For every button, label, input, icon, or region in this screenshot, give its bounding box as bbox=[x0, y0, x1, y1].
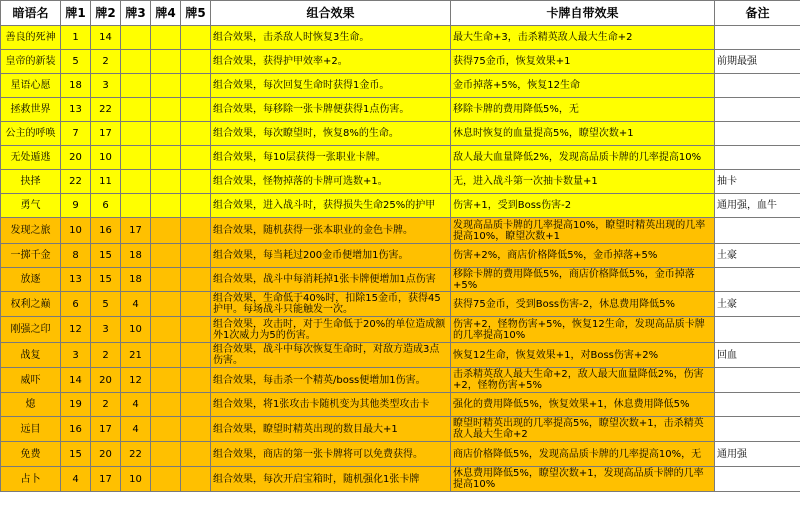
table-row bbox=[1, 146, 800, 170]
row-card1: 7 bbox=[61, 122, 91, 146]
row-card2: 16 bbox=[91, 218, 121, 244]
row-card-effect: 伤害+1，受到Boss伤害-2 bbox=[451, 194, 715, 218]
row-name: 公主的呼唤 bbox=[1, 122, 61, 146]
row-note bbox=[715, 317, 800, 343]
row-card4 bbox=[151, 292, 181, 317]
row-name: 威吓 bbox=[1, 368, 61, 393]
row-card1: 20 bbox=[61, 146, 91, 170]
row-card3: 22 bbox=[121, 442, 151, 467]
row-note bbox=[715, 268, 800, 292]
row-card1: 18 bbox=[61, 74, 91, 98]
header-name: 暗语名 bbox=[1, 1, 61, 26]
row-note bbox=[715, 218, 800, 244]
row-combo-effect: 组合效果，获得护甲效率+2。 bbox=[211, 50, 451, 74]
row-card3 bbox=[121, 194, 151, 218]
row-card3: 17 bbox=[121, 218, 151, 244]
row-combo-effect: 组合效果，随机获得一张本职业的金色卡牌。 bbox=[211, 218, 451, 244]
row-combo-effect: 组合效果，将1张攻击卡随机变为其他类型攻击卡 bbox=[211, 393, 451, 417]
table-row bbox=[1, 74, 800, 98]
row-card2: 17 bbox=[91, 122, 121, 146]
table-row bbox=[1, 417, 800, 442]
row-card1: 19 bbox=[61, 393, 91, 417]
row-combo-effect: 组合效果，生命低于40%时，扣除15金币，获得45护甲。每场战斗只能触发一次。 bbox=[211, 292, 451, 317]
row-card4 bbox=[151, 442, 181, 467]
row-name: 善良的死神 bbox=[1, 26, 61, 50]
row-card2: 11 bbox=[91, 170, 121, 194]
row-card1: 13 bbox=[61, 98, 91, 122]
row-combo-effect: 组合效果，商店的第一张卡牌将可以免费获得。 bbox=[211, 442, 451, 467]
row-card4 bbox=[151, 194, 181, 218]
row-card3: 10 bbox=[121, 317, 151, 343]
row-card2: 10 bbox=[91, 146, 121, 170]
row-card4 bbox=[151, 467, 181, 492]
row-card5 bbox=[181, 122, 211, 146]
row-card5 bbox=[181, 467, 211, 492]
row-card2: 3 bbox=[91, 317, 121, 343]
header-row bbox=[1, 1, 800, 26]
header-card5: 牌5 bbox=[181, 1, 211, 26]
row-card2: 20 bbox=[91, 368, 121, 393]
row-card4 bbox=[151, 268, 181, 292]
row-card5 bbox=[181, 170, 211, 194]
row-card1: 10 bbox=[61, 218, 91, 244]
row-card1: 16 bbox=[61, 417, 91, 442]
table-row bbox=[1, 26, 800, 50]
row-card2: 2 bbox=[91, 343, 121, 368]
row-name: 放逐 bbox=[1, 268, 61, 292]
row-card3 bbox=[121, 98, 151, 122]
row-name: 星语心愿 bbox=[1, 74, 61, 98]
row-card1: 8 bbox=[61, 244, 91, 268]
row-name: 刚强之印 bbox=[1, 317, 61, 343]
row-card1: 9 bbox=[61, 194, 91, 218]
row-card5 bbox=[181, 244, 211, 268]
row-card2: 15 bbox=[91, 268, 121, 292]
row-card1: 4 bbox=[61, 467, 91, 492]
row-combo-effect: 组合效果，瞭望时精英出现的数目最大+1 bbox=[211, 417, 451, 442]
row-card4 bbox=[151, 244, 181, 268]
row-card1: 12 bbox=[61, 317, 91, 343]
header-combo: 组合效果 bbox=[211, 1, 451, 26]
row-combo-effect: 组合效果，每次回复生命时获得1金币。 bbox=[211, 74, 451, 98]
row-card4 bbox=[151, 368, 181, 393]
row-card4 bbox=[151, 50, 181, 74]
row-name: 权利之巅 bbox=[1, 292, 61, 317]
row-card-effect: 强化的费用降低5%，恢复效果+1，休息费用降低5% bbox=[451, 393, 715, 417]
row-card2: 15 bbox=[91, 244, 121, 268]
row-card-effect: 发现高品质卡牌的几率提高10%，瞭望时精英出现的几率提高10%，瞭望次数+1 bbox=[451, 218, 715, 244]
row-note: 抽卡 bbox=[715, 170, 800, 194]
row-card5 bbox=[181, 98, 211, 122]
row-card3 bbox=[121, 170, 151, 194]
table-body bbox=[1, 26, 800, 492]
row-combo-effect: 组合效果，每次开启宝箱时，随机强化1张卡牌 bbox=[211, 467, 451, 492]
row-card4 bbox=[151, 218, 181, 244]
row-note bbox=[715, 74, 800, 98]
row-card2: 22 bbox=[91, 98, 121, 122]
header-card-effect: 卡牌自带效果 bbox=[451, 1, 715, 26]
row-card-effect: 商店价格降低5%，发现高品质卡牌的几率提高10%，无 bbox=[451, 442, 715, 467]
row-card5 bbox=[181, 417, 211, 442]
row-note bbox=[715, 393, 800, 417]
row-card2: 2 bbox=[91, 50, 121, 74]
table-row bbox=[1, 244, 800, 268]
header-card2: 牌2 bbox=[91, 1, 121, 26]
row-combo-effect: 组合效果，每次瞭望时，恢复8%的生命。 bbox=[211, 122, 451, 146]
row-name: 拯救世界 bbox=[1, 98, 61, 122]
row-card-effect: 瞭望时精英出现的几率提高5%，瞭望次数+1，击杀精英敌人最大生命+2 bbox=[451, 417, 715, 442]
table-row bbox=[1, 170, 800, 194]
row-name: 占卜 bbox=[1, 467, 61, 492]
row-card4 bbox=[151, 317, 181, 343]
row-card3: 18 bbox=[121, 244, 151, 268]
row-card3 bbox=[121, 146, 151, 170]
row-card-effect: 伤害+2%，商店价格降低5%，金币掉落+5% bbox=[451, 244, 715, 268]
row-card5 bbox=[181, 442, 211, 467]
table-row bbox=[1, 317, 800, 343]
row-card4 bbox=[151, 74, 181, 98]
row-card-effect: 无，进入战斗第一次抽卡数量+1 bbox=[451, 170, 715, 194]
header-card3: 牌3 bbox=[121, 1, 151, 26]
row-card2: 14 bbox=[91, 26, 121, 50]
row-card3 bbox=[121, 26, 151, 50]
row-card3 bbox=[121, 74, 151, 98]
row-combo-effect: 组合效果，怪物掉落的卡牌可选数+1。 bbox=[211, 170, 451, 194]
row-name: 熄 bbox=[1, 393, 61, 417]
row-card5 bbox=[181, 368, 211, 393]
table-row bbox=[1, 50, 800, 74]
row-card1: 15 bbox=[61, 442, 91, 467]
row-card-effect: 获得75金币，恢复效果+1 bbox=[451, 50, 715, 74]
row-name: 一掷千金 bbox=[1, 244, 61, 268]
row-card2: 6 bbox=[91, 194, 121, 218]
row-combo-effect: 组合效果，每10层获得一张职业卡牌。 bbox=[211, 146, 451, 170]
row-note: 土豪 bbox=[715, 244, 800, 268]
row-card3 bbox=[121, 50, 151, 74]
row-card5 bbox=[181, 50, 211, 74]
row-name: 免费 bbox=[1, 442, 61, 467]
row-card4 bbox=[151, 417, 181, 442]
table-row bbox=[1, 268, 800, 292]
row-card3: 10 bbox=[121, 467, 151, 492]
row-combo-effect: 组合效果，击杀敌人时恢复3生命。 bbox=[211, 26, 451, 50]
row-card5 bbox=[181, 393, 211, 417]
row-card1: 1 bbox=[61, 26, 91, 50]
row-card5 bbox=[181, 268, 211, 292]
table-row bbox=[1, 122, 800, 146]
row-card3: 4 bbox=[121, 417, 151, 442]
row-note bbox=[715, 26, 800, 50]
table-row bbox=[1, 442, 800, 467]
row-card3: 4 bbox=[121, 292, 151, 317]
table-row bbox=[1, 343, 800, 368]
row-note: 通用强，血牛 bbox=[715, 194, 800, 218]
row-note bbox=[715, 146, 800, 170]
row-card-effect: 休息费用降低5%，瞭望次数+1，发现高品质卡牌的几率提高10% bbox=[451, 467, 715, 492]
row-card1: 22 bbox=[61, 170, 91, 194]
row-card5 bbox=[181, 74, 211, 98]
row-combo-effect: 组合效果，进入战斗时，获得损失生命25%的护甲 bbox=[211, 194, 451, 218]
table-row bbox=[1, 194, 800, 218]
row-name: 远目 bbox=[1, 417, 61, 442]
row-card1: 3 bbox=[61, 343, 91, 368]
row-card3: 18 bbox=[121, 268, 151, 292]
table-row bbox=[1, 98, 800, 122]
row-combo-effect: 组合效果，攻击时，对于生命低于20%的单位造成额外1次威力为5的伤害。 bbox=[211, 317, 451, 343]
row-card4 bbox=[151, 146, 181, 170]
row-card-effect: 移除卡牌的费用降低5%，无 bbox=[451, 98, 715, 122]
row-card4 bbox=[151, 393, 181, 417]
row-card4 bbox=[151, 170, 181, 194]
row-card-effect: 击杀精英敌人最大生命+2，敌人最大血量降低2%，伤害+2，怪物伤害+5% bbox=[451, 368, 715, 393]
row-card1: 13 bbox=[61, 268, 91, 292]
row-name: 皇帝的新装 bbox=[1, 50, 61, 74]
row-card-effect: 休息时恢复的血量提高5%，瞭望次数+1 bbox=[451, 122, 715, 146]
table-row bbox=[1, 393, 800, 417]
row-note: 通用强 bbox=[715, 442, 800, 467]
row-card-effect: 敌人最大血量降低2%，发现高品质卡牌的几率提高10% bbox=[451, 146, 715, 170]
row-card2: 20 bbox=[91, 442, 121, 467]
row-name: 战复 bbox=[1, 343, 61, 368]
row-card3: 4 bbox=[121, 393, 151, 417]
row-card5 bbox=[181, 146, 211, 170]
row-card4 bbox=[151, 98, 181, 122]
table-row bbox=[1, 368, 800, 393]
row-card-effect: 恢复12生命，恢复效果+1，对Boss伤害+2% bbox=[451, 343, 715, 368]
row-card5 bbox=[181, 343, 211, 368]
row-combo-effect: 组合效果，战斗中每消耗掉1张卡牌便增加1点伤害 bbox=[211, 268, 451, 292]
row-card4 bbox=[151, 26, 181, 50]
row-combo-effect: 组合效果，每移除一张卡牌便获得1点伤害。 bbox=[211, 98, 451, 122]
row-name: 无处遁逃 bbox=[1, 146, 61, 170]
row-note: 土豪 bbox=[715, 292, 800, 317]
row-card3: 12 bbox=[121, 368, 151, 393]
row-name: 勇气 bbox=[1, 194, 61, 218]
row-note bbox=[715, 98, 800, 122]
header-note: 备注 bbox=[715, 1, 800, 26]
row-note bbox=[715, 368, 800, 393]
row-card-effect: 获得75金币，受到Boss伤害-2，休息费用降低5% bbox=[451, 292, 715, 317]
row-note: 前期最强 bbox=[715, 50, 800, 74]
row-card4 bbox=[151, 343, 181, 368]
row-card2: 2 bbox=[91, 393, 121, 417]
row-card-effect: 移除卡牌的费用降低5%，商店价格降低5%，金币掉落+5% bbox=[451, 268, 715, 292]
row-combo-effect: 组合效果，每当耗过200金币便增加1伤害。 bbox=[211, 244, 451, 268]
row-card5 bbox=[181, 218, 211, 244]
row-name: 发现之旅 bbox=[1, 218, 61, 244]
row-card2: 17 bbox=[91, 417, 121, 442]
row-card1: 5 bbox=[61, 50, 91, 74]
row-name: 抉择 bbox=[1, 170, 61, 194]
row-card5 bbox=[181, 292, 211, 317]
row-card-effect: 金币掉落+5%，恢复12生命 bbox=[451, 74, 715, 98]
row-card2: 3 bbox=[91, 74, 121, 98]
row-card-effect: 伤害+2，怪物伤害+5%，恢复12生命，发现高品质卡牌的几率提高10% bbox=[451, 317, 715, 343]
table-row bbox=[1, 467, 800, 492]
row-card3: 21 bbox=[121, 343, 151, 368]
table-row bbox=[1, 218, 800, 244]
table-row bbox=[1, 292, 800, 317]
row-card-effect: 最大生命+3，击杀精英敌人最大生命+2 bbox=[451, 26, 715, 50]
row-card5 bbox=[181, 26, 211, 50]
row-note bbox=[715, 122, 800, 146]
row-card4 bbox=[151, 122, 181, 146]
row-card2: 17 bbox=[91, 467, 121, 492]
row-note bbox=[715, 467, 800, 492]
row-card5 bbox=[181, 317, 211, 343]
header-card4: 牌4 bbox=[151, 1, 181, 26]
row-note bbox=[715, 417, 800, 442]
row-card2: 5 bbox=[91, 292, 121, 317]
row-combo-effect: 组合效果，每击杀一个精英/boss便增加1伤害。 bbox=[211, 368, 451, 393]
row-note: 回血 bbox=[715, 343, 800, 368]
row-card3 bbox=[121, 122, 151, 146]
row-combo-effect: 组合效果，战斗中每次恢复生命时，对敌方造成3点伤害。 bbox=[211, 343, 451, 368]
header-card1: 牌1 bbox=[61, 1, 91, 26]
row-card5 bbox=[181, 194, 211, 218]
row-card1: 14 bbox=[61, 368, 91, 393]
row-card1: 6 bbox=[61, 292, 91, 317]
